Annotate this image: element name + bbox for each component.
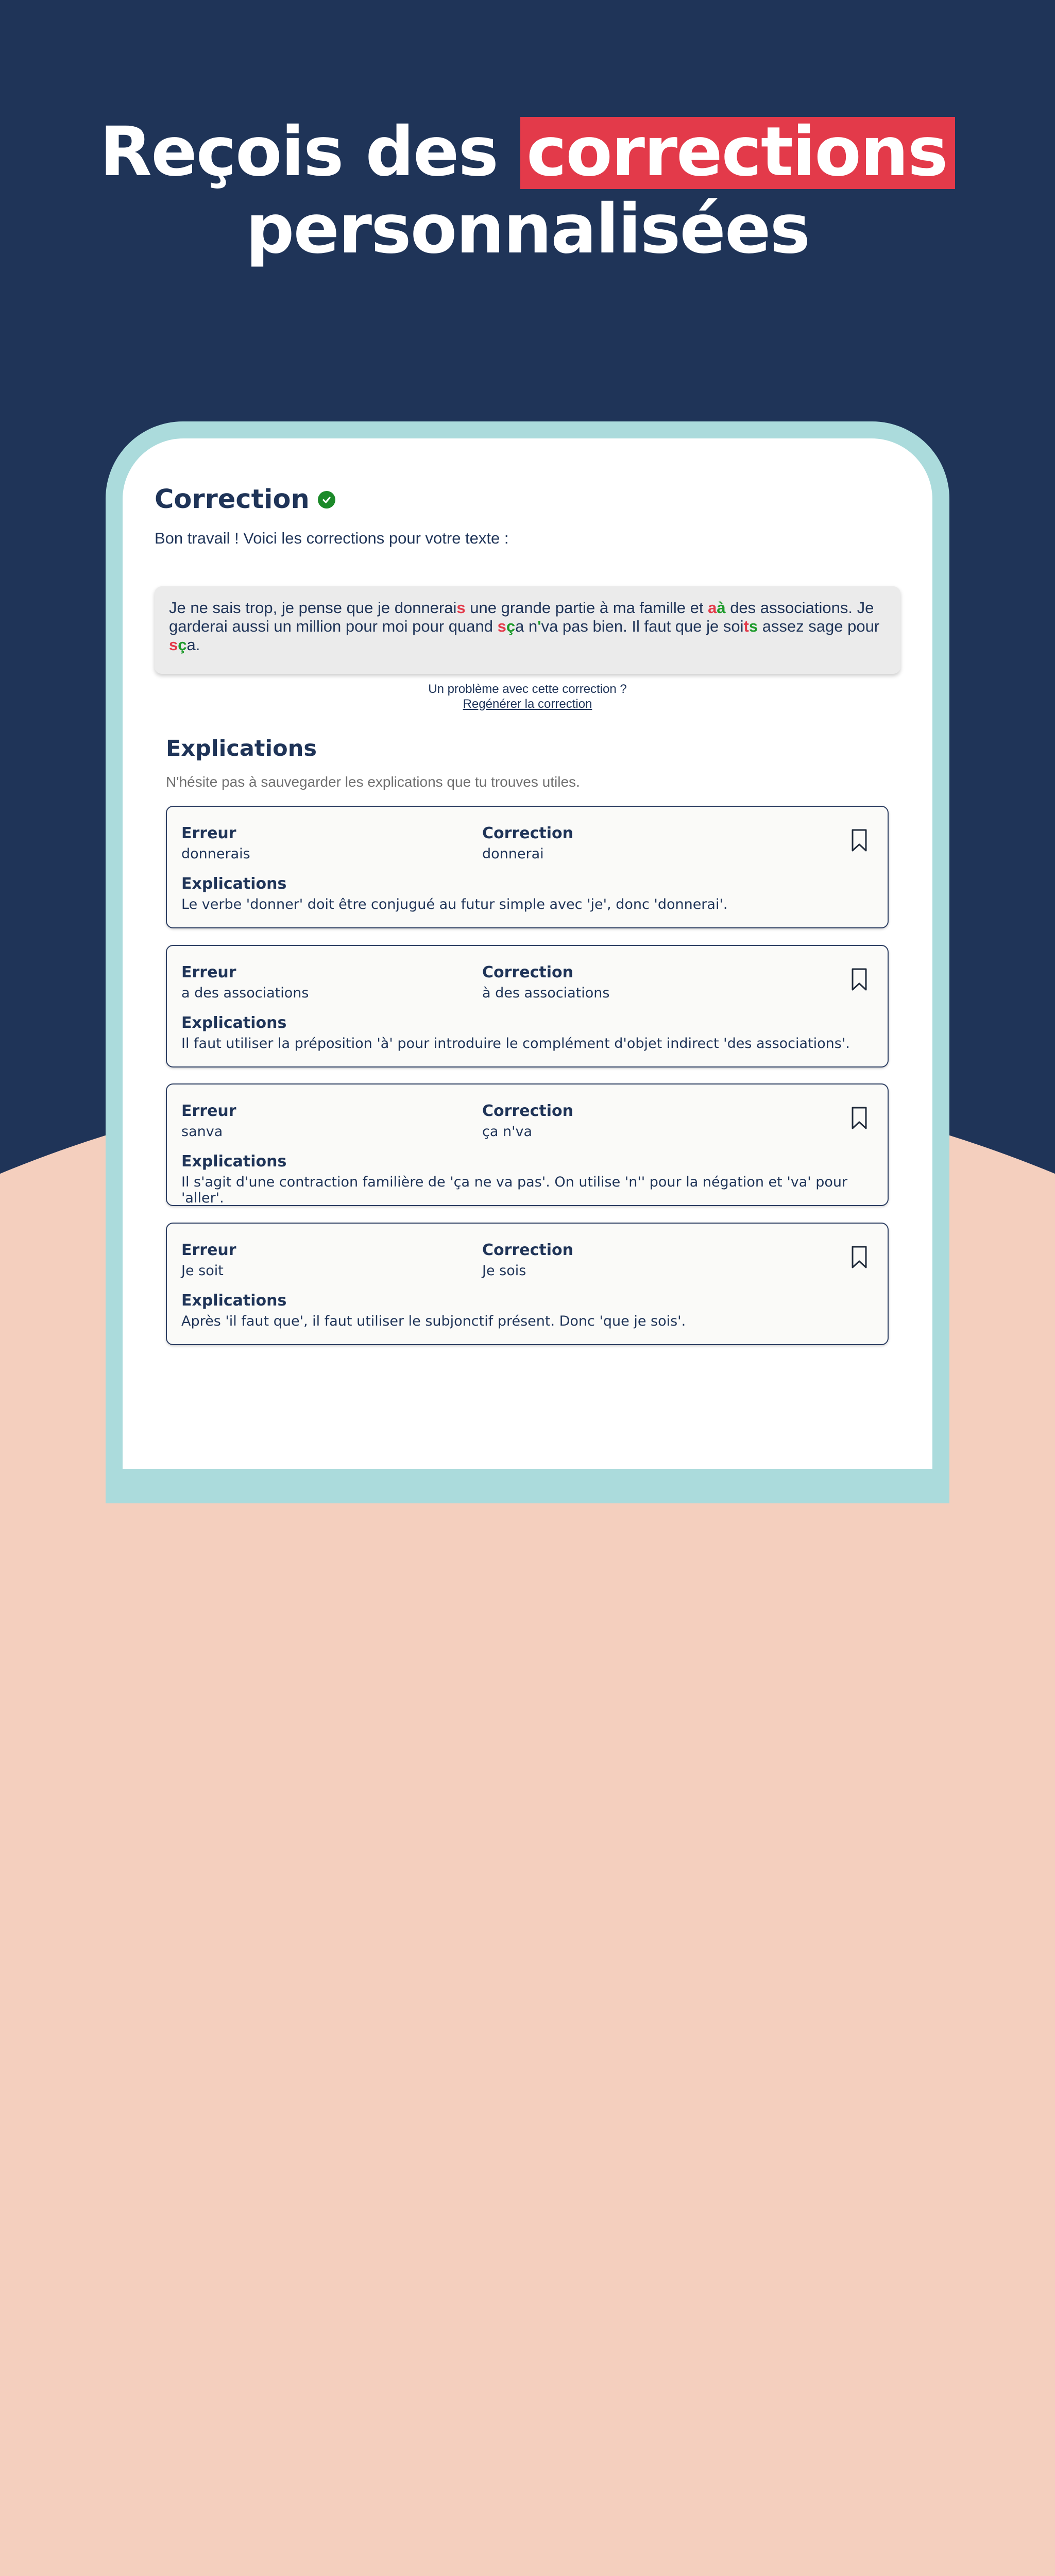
regenerate-link[interactable]: Regénérer la correction: [463, 697, 592, 711]
added-char: ': [537, 617, 541, 635]
explanation-text: Après 'il faut que', il faut utiliser le subjonctif présent. Donc 'que je sois'.: [181, 1313, 686, 1329]
explanation-label: Explications: [181, 1014, 287, 1032]
correction-value: Je sois: [482, 1263, 526, 1279]
explanation-text: Il faut utiliser la préposition 'à' pour introduire le complément d'objet indirect 'des associations'.: [181, 1036, 850, 1052]
explanation-card: [166, 806, 889, 928]
explanation-text: Le verbe 'donner' doit être conjugué au futur simple avec 'je', donc 'donnerai'.: [181, 896, 728, 912]
error-value: a des associations: [181, 985, 309, 1001]
explanation-text: Il s'agit d'une contraction familière de 'ça ne va pas'. On utilise 'n'' pour la négation et 'va' pour 'aller'.: [181, 1174, 848, 1206]
text-segment: des associations. Je garderai aussi un million pour moi pour quand: [169, 599, 874, 635]
text-segment: va pas bien. Il faut que je soi: [541, 617, 744, 635]
problem-question: Un problème avec cette correction ?: [428, 682, 627, 696]
correction-label: Correction: [482, 1241, 573, 1259]
removed-char: t: [743, 617, 749, 635]
bookmark-icon[interactable]: [851, 828, 867, 852]
correction-label: Correction: [482, 824, 573, 842]
correction-header: [155, 484, 335, 515]
correction-value: ça n'va: [482, 1124, 533, 1140]
explanation-card: [166, 945, 889, 1067]
removed-char: s: [169, 636, 178, 654]
correction-value: à des associations: [482, 985, 610, 1001]
headline-prefix: Reçois des: [99, 112, 498, 192]
bookmark-icon[interactable]: [851, 968, 867, 991]
headline: [0, 113, 1055, 268]
error-label: Erreur: [181, 1241, 236, 1259]
removed-char: s: [497, 617, 506, 635]
error-value: sanva: [181, 1124, 223, 1140]
error-value: Je soit: [181, 1263, 224, 1279]
correction-label: Correction: [482, 963, 573, 981]
added-char: ç: [506, 617, 516, 635]
removed-char: a: [708, 599, 717, 617]
explanation-label: Explications: [181, 875, 287, 893]
headline-line-2: personnalisées: [245, 190, 810, 269]
check-circle-icon: [318, 491, 335, 509]
error-label: Erreur: [181, 1102, 236, 1120]
explanation-card: [166, 1083, 889, 1206]
text-segment: a.: [186, 636, 200, 654]
correction-label: Correction: [482, 1102, 573, 1120]
text-segment: une grande partie à ma famille et: [465, 599, 708, 617]
text-segment: a n: [515, 617, 538, 635]
headline-line-1: [0, 113, 1055, 191]
explanation-label: Explications: [181, 1292, 287, 1310]
corrected-text: [155, 586, 900, 674]
regenerate-row: [0, 697, 1055, 711]
added-char: s: [748, 617, 758, 635]
error-label: Erreur: [181, 824, 236, 842]
explanation-card: [166, 1223, 889, 1345]
bookmark-icon[interactable]: [851, 1106, 867, 1130]
explanation-label: Explications: [181, 1153, 287, 1171]
headline-highlight: corrections: [520, 117, 955, 189]
correction-title: Correction: [155, 484, 310, 515]
added-char: ç: [178, 636, 187, 654]
explications-title: Explications: [166, 736, 317, 761]
removed-char: s: [456, 599, 466, 617]
explications-subtitle: N'hésite pas à sauvegarder les explications que tu trouves utiles.: [166, 774, 580, 790]
correction-intro: Bon travail ! Voici les corrections pour votre texte :: [155, 529, 509, 547]
error-value: donnerais: [181, 846, 250, 862]
bookmark-icon[interactable]: [851, 1245, 867, 1269]
text-segment: Je ne sais trop, je pense que je donnerai: [169, 599, 457, 617]
correction-value: donnerai: [482, 846, 544, 862]
text-segment: assez sage pour: [758, 617, 880, 635]
error-label: Erreur: [181, 963, 236, 981]
added-char: à: [717, 599, 726, 617]
